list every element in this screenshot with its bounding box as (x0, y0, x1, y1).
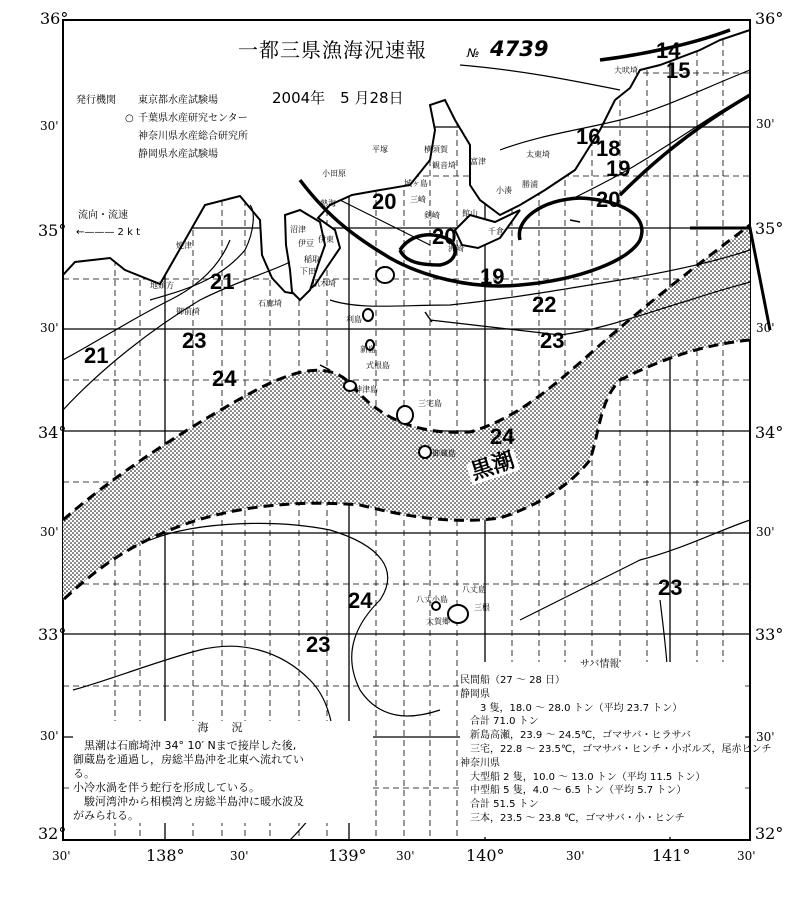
mackerel-info-line: 新島高瀬，23.9 ～ 24.5℃，ゴマサバ・ヒラサバ (460, 730, 691, 742)
lat-left-32-30: 30' (40, 729, 59, 743)
isotherm-label-24-west: 24 (212, 366, 237, 391)
flow-legend-label: 流向・流速 (78, 210, 128, 221)
isotherm-label-24-east: 24 (490, 424, 515, 449)
issue-prefix: № (467, 46, 480, 60)
mackerel-info-line: 大型船 2 隻，10.0 ～ 13.0 トン（平均 11.5 トン） (460, 771, 706, 783)
lon-137-30: 30' (52, 849, 71, 863)
lat-right-33-30: 30' (756, 525, 775, 539)
place-ito: 伊東 (318, 235, 334, 244)
place-izu: 伊豆 (298, 239, 314, 248)
place-hachijokojima: 八丈小島 (416, 595, 448, 604)
lat-left-34: 34° (38, 423, 67, 442)
lat-right-32-30: 30' (756, 730, 775, 744)
issuer-kanagawa: 神奈川県水産総合研究所 (138, 131, 248, 142)
isotherm-label-15: 15 (666, 58, 691, 83)
isotherm-label-19-south: 19 (480, 264, 505, 289)
place-inatori: 稲取 (304, 255, 320, 264)
place-yaizu: 焼津 (176, 241, 192, 250)
lat-right-34-30: 30' (756, 321, 775, 335)
mackerel-info-line: 合計 51.5 トン (460, 799, 539, 811)
lon-141: 141° (652, 846, 691, 865)
sea-conditions-line: る。 (73, 767, 95, 780)
mackerel-info-line: 合計 71.0 トン (460, 716, 539, 728)
isotherm-label-16: 16 (576, 124, 601, 149)
place-omaezaki: 御前埼 (176, 307, 200, 316)
mackerel-info-line: 中型船 5 隻，4.0 ～ 6.5 トン（平均 5.7 トン） (460, 785, 687, 797)
place-tateyama: 館山 (462, 209, 478, 218)
sea-conditions-heading: 海 況 (197, 721, 249, 734)
place-jogashima: 城ヶ島 (404, 179, 428, 188)
isotherm-label-22: 22 (532, 292, 557, 317)
sea-conditions-line: 駿河湾沖から相模湾と房総半島沖に暖水波及 (73, 795, 304, 808)
isotherm-label-21-north: 21 (210, 269, 235, 294)
isotherm-label-20-west: 20 (372, 189, 397, 214)
mackerel-info-line: 静岡県 (460, 688, 490, 700)
lon-138: 138° (146, 846, 185, 865)
lat-left-34-30: 30' (40, 321, 59, 335)
place-tsumekizaki: 爪木埼 (312, 279, 336, 288)
mackerel-info (460, 659, 772, 837)
lon-139: 139° (328, 846, 367, 865)
place-kominato: 小湊 (496, 186, 512, 195)
place-tsurugisaki: 剣崎 (424, 211, 440, 220)
sea-conditions-line: がみられる。 (73, 809, 139, 822)
place-niijima: 新島 (360, 345, 376, 354)
bulletin-date: 2004年 5 月28日 (272, 89, 404, 107)
lat-left-33: 33° (38, 625, 67, 644)
place-kannonzaki: 観音埼 (432, 161, 456, 170)
lat-left-33-30: 30' (40, 525, 59, 539)
place-katsuura: 勝浦 (522, 180, 538, 189)
isotherm-label-19-north: 19 (606, 156, 631, 181)
sea-conditions-line: 御蔵島を通過し，房総半島沖を北東へ流れてい (73, 753, 304, 766)
sea-conditions-line: 黒潮は石廊埼沖 34° 10′ Nまで接岸した後, (73, 739, 297, 752)
isotherm-label-24-south: 24 (348, 588, 373, 613)
lat-left-35-30: 30' (40, 119, 59, 133)
place-futtsu: 富津 (470, 157, 486, 166)
place-atami: 熱海 (320, 199, 336, 208)
place-misaki: 三崎 (410, 195, 426, 204)
isotherm-label-21-west: 21 (84, 343, 109, 368)
place-inubozaki: 大吠埼 (614, 66, 638, 75)
lon-140-30: 30' (566, 849, 585, 863)
mackerel-info-line: 3 隻，18.0 ～ 28.0 トン（平均 23.7 トン） (460, 702, 683, 714)
issue-number: 4739 (490, 37, 549, 61)
isotherm-label-18: 18 (596, 136, 621, 161)
isotherm-label-23-east: 23 (540, 328, 565, 353)
mackerel-info-line: 三宅，22.8 ～ 23.5℃，ゴマサバ・ヒンチ・小ボルズ，尾赤ヒンチ (460, 743, 772, 755)
isotherm-label-23-west: 23 (182, 328, 207, 353)
lat-right-33: 33° (755, 625, 784, 644)
place-kozushima: 神津島 (354, 385, 378, 394)
place-taitozaki: 太東埼 (526, 150, 550, 159)
issuer-chiba: 千葉県水産研究センター (138, 113, 248, 124)
lon-141-30: 30' (737, 849, 756, 863)
sea-conditions-notes (73, 721, 373, 823)
lat-left-35: 35° (38, 221, 67, 240)
place-yokosuka: 横須賀 (424, 145, 448, 154)
isotherm-label-14: 14 (656, 38, 681, 63)
issuer-label: 発行機関 (76, 95, 116, 106)
issuer-tokyo: 東京都水産試験場 (138, 95, 218, 106)
place-mikurajima: 御蔵島 (432, 449, 456, 458)
place-miyakejima: 三宅島 (418, 399, 442, 408)
lat-right-35: 35° (755, 219, 784, 238)
mackerel-info-line: 三本，23.5 ～ 23.8 ℃，ゴマサバ・小・ヒンチ (460, 812, 685, 824)
isotherm-label-23-south: 23 (306, 632, 331, 657)
lat-right-34: 34° (755, 423, 784, 442)
place-chikura: 千倉 (488, 227, 504, 236)
isotherm-label-20-bay: 20 (432, 224, 457, 249)
chiba-marker-icon: ○ (125, 113, 134, 124)
mackerel-info-line: 民間船（27 ～ 28 日） (460, 675, 565, 686)
place-irozaki: 石廊埼 (258, 299, 282, 308)
lon-138-30: 30' (230, 849, 249, 863)
place-numazu: 沼津 (290, 225, 306, 234)
place-shimoda: 下田 (300, 267, 316, 276)
mackerel-info-line: 神奈川県 (460, 757, 500, 769)
issuer-shizuoka: 静岡県水産試験場 (138, 149, 218, 160)
bulletin-title: 一都三県漁海況速報 (238, 38, 427, 62)
lat-right-32: 32° (755, 824, 784, 843)
lat-right-35-30: 30' (756, 117, 775, 131)
mackerel-info-heading: サバ情報 (580, 659, 620, 670)
lat-left-32: 32° (38, 824, 67, 843)
place-okago: 大賀郷 (426, 617, 450, 626)
place-jitokata: 地頭方 (150, 281, 174, 290)
place-sunosaki: 洲崎 (448, 244, 464, 253)
lon-140: 140° (466, 846, 505, 865)
lon-139-30: 30' (396, 849, 415, 863)
lat-right-36: 36° (755, 9, 784, 28)
place-odawara: 小田原 (322, 169, 346, 178)
place-toshima: 利島 (346, 315, 362, 324)
place-hachijojima: 八丈島 (462, 585, 486, 594)
isotherm-label-23-southeast: 23 (658, 575, 683, 600)
place-mitsune: 三根 (474, 603, 490, 612)
flow-legend-arrow: ←——— 2 k t (76, 227, 140, 238)
kuroshio-label: 黒潮 (466, 449, 520, 485)
isotherm-label-20-east: 20 (596, 187, 621, 212)
place-shikinejima: 式根島 (366, 361, 390, 370)
place-hiratsuka: 平塚 (372, 145, 388, 154)
sea-conditions-line: 小冷水渦を伴う蛇行を形成している。 (73, 781, 260, 794)
lat-left-36: 36° (40, 9, 69, 28)
